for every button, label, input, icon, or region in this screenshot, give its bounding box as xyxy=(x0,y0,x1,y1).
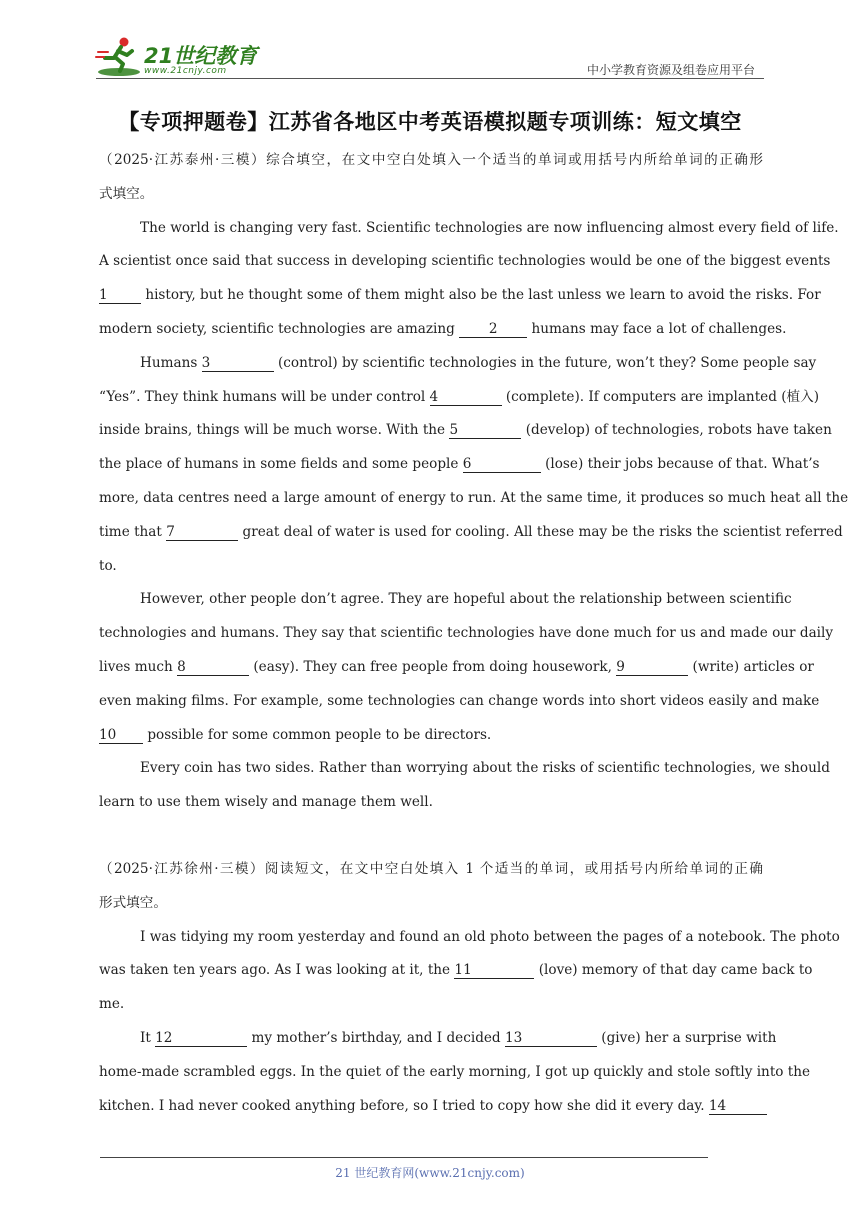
text-run: (give) her a surprise with xyxy=(596,1029,777,1046)
text-run: humans may face a lot of challenges. xyxy=(527,320,787,337)
text-line xyxy=(99,452,820,486)
text-line: to. xyxy=(99,557,117,574)
text-run: great deal of water is used for cooling. All these may be the risks the scientist referred xyxy=(238,523,843,540)
text-run: (control) by scientific technologies in the future, won’t they? Some people say xyxy=(273,354,817,371)
logo-url: www.21cnjy.com xyxy=(144,66,227,76)
logo-wordmark: 21世纪教育 xyxy=(144,44,258,68)
text-run: It xyxy=(140,1029,156,1046)
text-run: time that xyxy=(99,523,167,540)
text-run: kitchen. I had never cooked anything before, so I tried to copy how she did it every day. xyxy=(99,1097,709,1114)
site-logo[interactable] xyxy=(94,36,264,80)
text-line xyxy=(99,655,814,689)
text-run: the place of humans in some fields and some people xyxy=(99,456,463,473)
text-line xyxy=(99,958,813,992)
passage2-intro-line: （2025·江苏徐州·三模）阅读短文，在文中空白处填入 1 个适当的单词，或用括号内所给单词的正确 xyxy=(99,860,763,877)
blank-11[interactable]: 11 xyxy=(454,962,534,979)
text-line xyxy=(99,1094,763,1128)
blank-7[interactable]: 7 xyxy=(166,524,238,541)
text-line: home-made scrambled eggs. In the quiet of the early morning, I got up quickly and stole softly into the xyxy=(99,1063,811,1080)
text-line: I was tidying my room yesterday and found an old photo between the pages of a notebook. The photo xyxy=(140,928,840,945)
text-run: (write) articles or xyxy=(688,658,814,675)
text-line: learn to use them wisely and manage them well. xyxy=(99,794,433,811)
footer-link[interactable]: 21 世纪教育网(www.21cnjy.com) xyxy=(335,1166,525,1180)
blank-14[interactable]: 14 xyxy=(709,1098,767,1115)
text-run: (complete). If computers are implanted (植入) xyxy=(501,388,820,405)
blank-6[interactable]: 6 xyxy=(463,456,541,473)
blank-10[interactable]: 10 xyxy=(99,727,143,744)
platform-name: 中小学教育资源及组卷应用平台 xyxy=(586,63,755,77)
blank-2[interactable]: 2 xyxy=(459,321,527,338)
runner-logo-icon xyxy=(94,36,140,78)
passage1-intro-line: 式填空。 xyxy=(99,185,154,202)
text-line: However, other people don’t agree. They are hopeful about the relationship between scientific xyxy=(140,591,792,608)
blank-9[interactable]: 9 xyxy=(616,659,688,676)
text-run: was taken ten years ago. As I was looking at it, the xyxy=(99,962,455,979)
text-run: my mother’s birthday, and I decided xyxy=(247,1029,505,1046)
text-line: even making films. For example, some technologies can change words into short videos easily and make xyxy=(99,692,820,709)
text-line xyxy=(99,351,817,385)
blank-5[interactable]: 5 xyxy=(449,422,521,439)
text-run: (love) memory of that day came back to xyxy=(534,962,813,979)
text-line: A scientist once said that success in developing scientific technologies would be one of the biggest events xyxy=(99,253,831,270)
blank-12[interactable]: 12 xyxy=(155,1030,247,1047)
blank-4[interactable]: 4 xyxy=(430,389,502,406)
text-line: me. xyxy=(99,996,125,1013)
page-title: 【专项押题卷】江苏省各地区中考英语模拟题专项训练：短文填空 xyxy=(118,109,742,134)
text-line: The world is changing very fast. Scientific technologies are now influencing almost every field of life. xyxy=(140,219,839,236)
passage2-intro-line: 形式填空。 xyxy=(99,894,167,911)
text-run: lives much xyxy=(99,658,178,675)
text-run: (lose) their jobs because of that. What’s xyxy=(540,456,820,473)
blank-13[interactable]: 13 xyxy=(505,1030,597,1047)
text-run: inside brains, things will be much worse. With the xyxy=(99,422,450,439)
text-line xyxy=(99,418,832,452)
text-line xyxy=(99,283,821,317)
text-run: “Yes”. They think humans will be under control xyxy=(99,388,430,405)
blank-3[interactable]: 3 xyxy=(202,355,274,372)
footer-divider xyxy=(100,1157,708,1158)
text-run: possible for some common people to be directors. xyxy=(143,726,492,743)
text-line xyxy=(99,1026,777,1060)
text-line: more, data centres need a large amount of energy to run. At the same time, it produces so much heat all the xyxy=(99,489,849,506)
text-run: (easy). They can free people from doing housework, xyxy=(249,658,617,675)
text-line xyxy=(99,520,843,554)
text-line xyxy=(99,723,763,757)
text-line: technologies and humans. They say that scientific technologies have done much for us and made our daily xyxy=(99,625,834,642)
text-line xyxy=(99,385,820,419)
passage1-intro-line: （2025·江苏泰州·三模）综合填空，在文中空白处填入一个适当的单词或用括号内所给单词的正确形 xyxy=(99,152,763,168)
header-divider xyxy=(96,78,764,79)
text-line: Every coin has two sides. Rather than worrying about the risks of scientific technologies, we should xyxy=(140,760,830,777)
blank-8[interactable]: 8 xyxy=(177,659,249,676)
text-run: Humans xyxy=(140,354,202,371)
passage-gap xyxy=(99,824,763,857)
text-run: history, but he thought some of them might also be the last unless we learn to avoid the risks. For xyxy=(141,287,821,304)
text-run: modern society, scientific technologies are amazing xyxy=(99,320,460,337)
blank-1[interactable]: 1 xyxy=(99,287,141,304)
document-body xyxy=(99,148,849,1127)
text-line xyxy=(99,317,787,351)
text-run: (develop) of technologies, robots have taken xyxy=(521,422,832,439)
